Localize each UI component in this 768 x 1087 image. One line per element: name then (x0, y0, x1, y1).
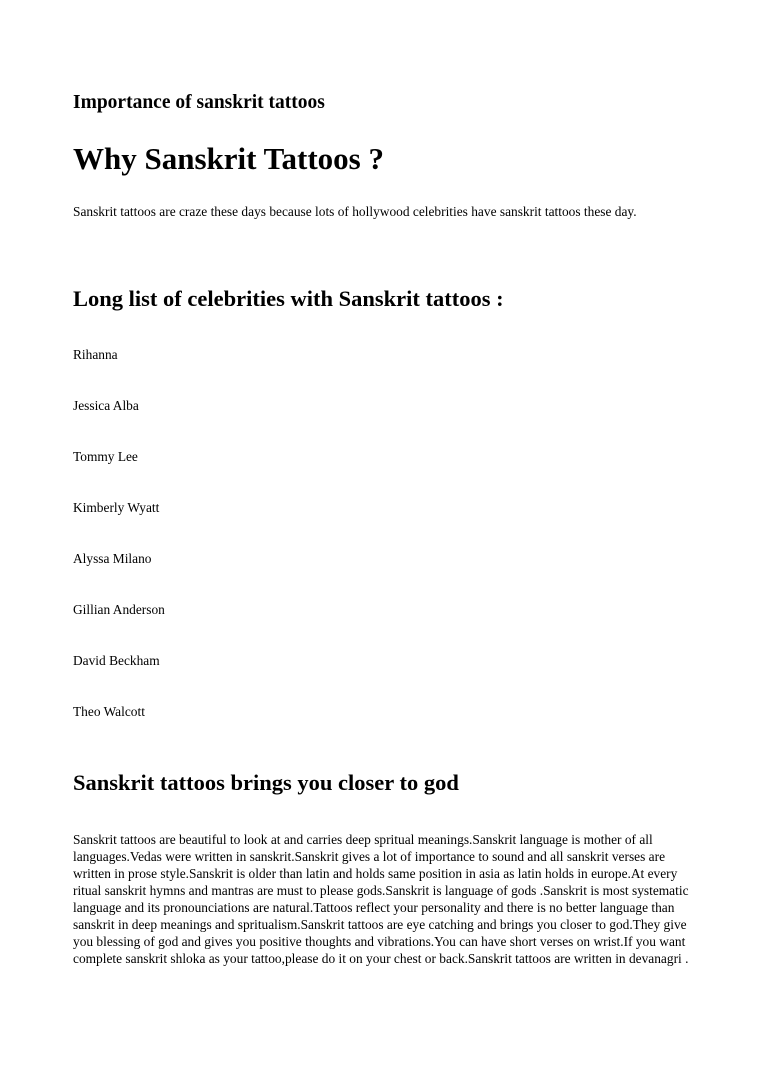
celebrity-item: Alyssa Milano (73, 551, 152, 566)
god-paragraph: Sanskrit tattoos are beautiful to look at and carries deep spritual meanings.Sanskrit language is mother of all languages.Vedas were written in sanskrit.Sanskrit gives a lot of importance to sound and all sanskrit verses are written in prose style.Sanskrit is older than latin and holds same position in asia as latin holds in europe.At every ritual sanskrit hymns and mantras are must to please gods.Sanskrit is language of gods .Sanskrit is most systematic language and its pronounciations are natural.Tattoos reflect your personality and there is no better language than sanskrit in deep meanings and spritualism.Sanskrit tattoos are eye catching and brings you closer to god.They give you blessing of god and gives you positive thoughts and vibrations.You can have short verses on wrist.If you want complete sanskrit shloka as your tattoo,please do it on your chest or back.Sanskrit tattoos are written in devanagri . (73, 832, 689, 966)
intro-paragraph: Sanskrit tattoos are craze these days because lots of hollywood celebrities have sanskrit tattoos these day. (73, 204, 637, 219)
document-title: Why Sanskrit Tattoos ? (73, 141, 384, 176)
celebrity-list (73, 346, 165, 754)
celebrities-heading: Long list of celebrities with Sanskrit tattoos : (73, 286, 504, 311)
celebrity-item: Tommy Lee (73, 449, 138, 464)
celebrity-item: David Beckham (73, 653, 160, 668)
document-subtitle: Importance of sanskrit tattoos (73, 92, 325, 113)
god-heading: Sanskrit tattoos brings you closer to god (73, 770, 459, 795)
celebrity-item: Kimberly Wyatt (73, 500, 160, 515)
celebrity-item: Rihanna (73, 347, 118, 362)
celebrity-item: Gillian Anderson (73, 602, 165, 617)
celebrity-item: Theo Walcott (73, 704, 145, 719)
celebrity-item: Jessica Alba (73, 398, 139, 413)
